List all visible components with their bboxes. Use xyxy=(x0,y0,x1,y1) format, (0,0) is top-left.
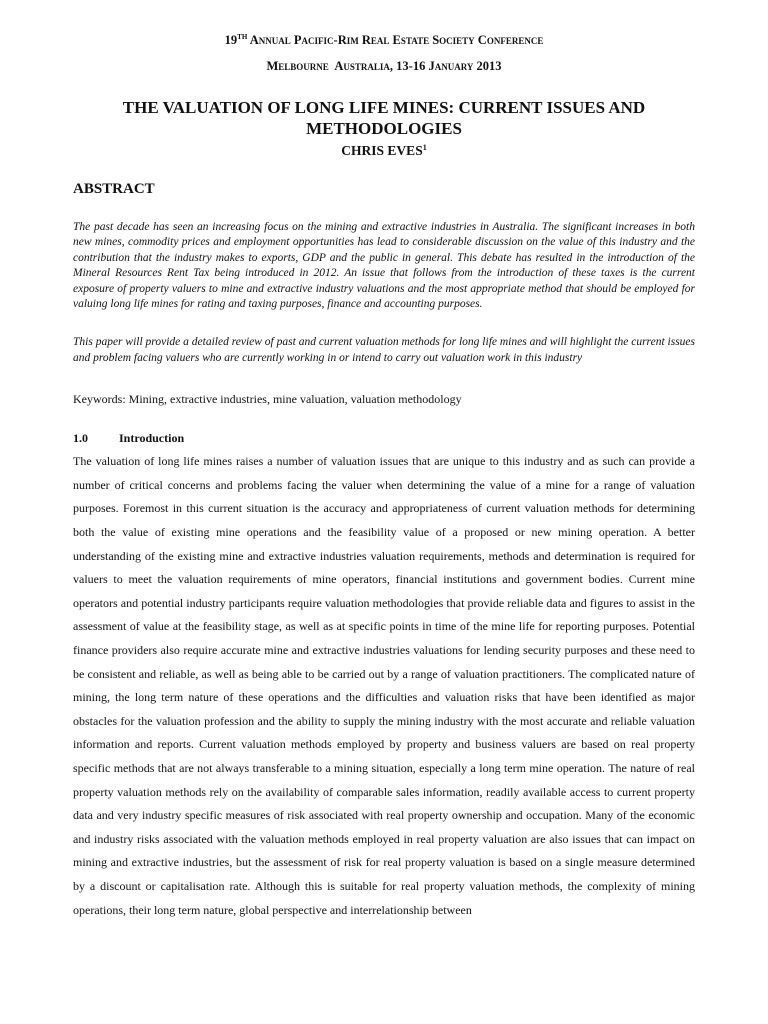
introduction-paragraph: The valuation of long life mines raises a number of valuation issues that are unique to this industry and as such can provide a number of critical concerns and problems facing the valuer when determining the value of a mine for a range of valuation purposes. Foremost in this current situation is the accuracy and appropriateness of current valuation methods for determining both the value of existing mine operations and the feasibility value of a proposed or new mining operation. A better understanding of the existing mine and extractive industries valuation requirements, methods and determination is required for valuers to meet the valuation requirements of mine operators, financial institutions and government bodies. Current mine operators and potential industry participants require valuation methodologies that provide reliable data and figures to assist in the assessment of value at the feasibility stage, as well as at specific points in time of the mine life for reporting purposes. Potential finance providers also require accurate mine and extractive industries valuations for lending security purposes and these need to be consistent and reliable, as well as being able to be carried out by a range of valuation practitioners. The complicated nature of mining, the long term nature of these operations and the difficulties and valuation risks that have been identified as major obstacles for the valuation profession and the ability to supply the mining industry with the most accurate and reliable valuation information and reports. Current valuation methods employed by property and business valuers are based on real property specific methods that are not always transferable to a mining situation, especially a long term mine operation. The nature of real property valuation methods rely on the availability of comparable sales information, readily available access to current property data and very industry specific measures of risk associated with real property ownership and occupation. Many of the economic and industry risks associated with the valuation methods employed in real property valuation are also issues that can impact on mining and extractive industries, but the assessment of risk for real property valuation is based on a single measure determined by a discount or capitalisation rate. Although this is suitable for real property valuation methods, the complexity of mining operations, their long term nature, global perspective and interrelationship between xyxy=(73,454,695,917)
conference-location: Melbourne Australia, 13-16 January 2013 xyxy=(266,59,502,73)
section-number: 1.0 xyxy=(73,431,88,446)
section-title: Introduction xyxy=(119,431,185,446)
abstract-paragraph-1: The past decade has seen an increasing focus on the mining and extractive industries in Australia. The significant increases in both new mines, commodity prices and employment opportunities has lead to considerable discussion on the value of this industry and the contribution that the industry makes to exports, GDP and the public in general. This debate has resulted in the introduction of the Mineral Resources Rent Tax being introduced in 2012. An issue that follows from the introduction of these taxes is the current exposure of property valuers to mine and extractive industry valuations and the most appropriate method that should be employed for valuing long life mines for rating and taxing purposes, finance and accounting purposes. xyxy=(73,221,695,311)
author-footnote-marker: 1 xyxy=(422,143,427,152)
paper-title: THE VALUATION OF LONG LIFE MINES: CURRENT ISSUES AND METHODOLOGIES xyxy=(122,98,646,138)
paper-author xyxy=(0,143,768,159)
author-name: CHRIS EVES xyxy=(341,143,423,158)
abstract-paragraph-2: This paper will provide a detailed review of past and current valuation methods for long life mines and will highlight the current issues and problem facing valuers who are currently working in or intend to carry out valuation work in this industry xyxy=(73,336,695,364)
abstract-heading: ABSTRACT xyxy=(73,181,155,197)
section-heading xyxy=(73,431,695,446)
conference-name: 19TH Annual Pacific-Rim Real Estate Society Conference xyxy=(224,33,544,47)
keywords-line: Keywords: Mining, extractive industries, mine valuation, valuation methodology xyxy=(73,392,462,407)
